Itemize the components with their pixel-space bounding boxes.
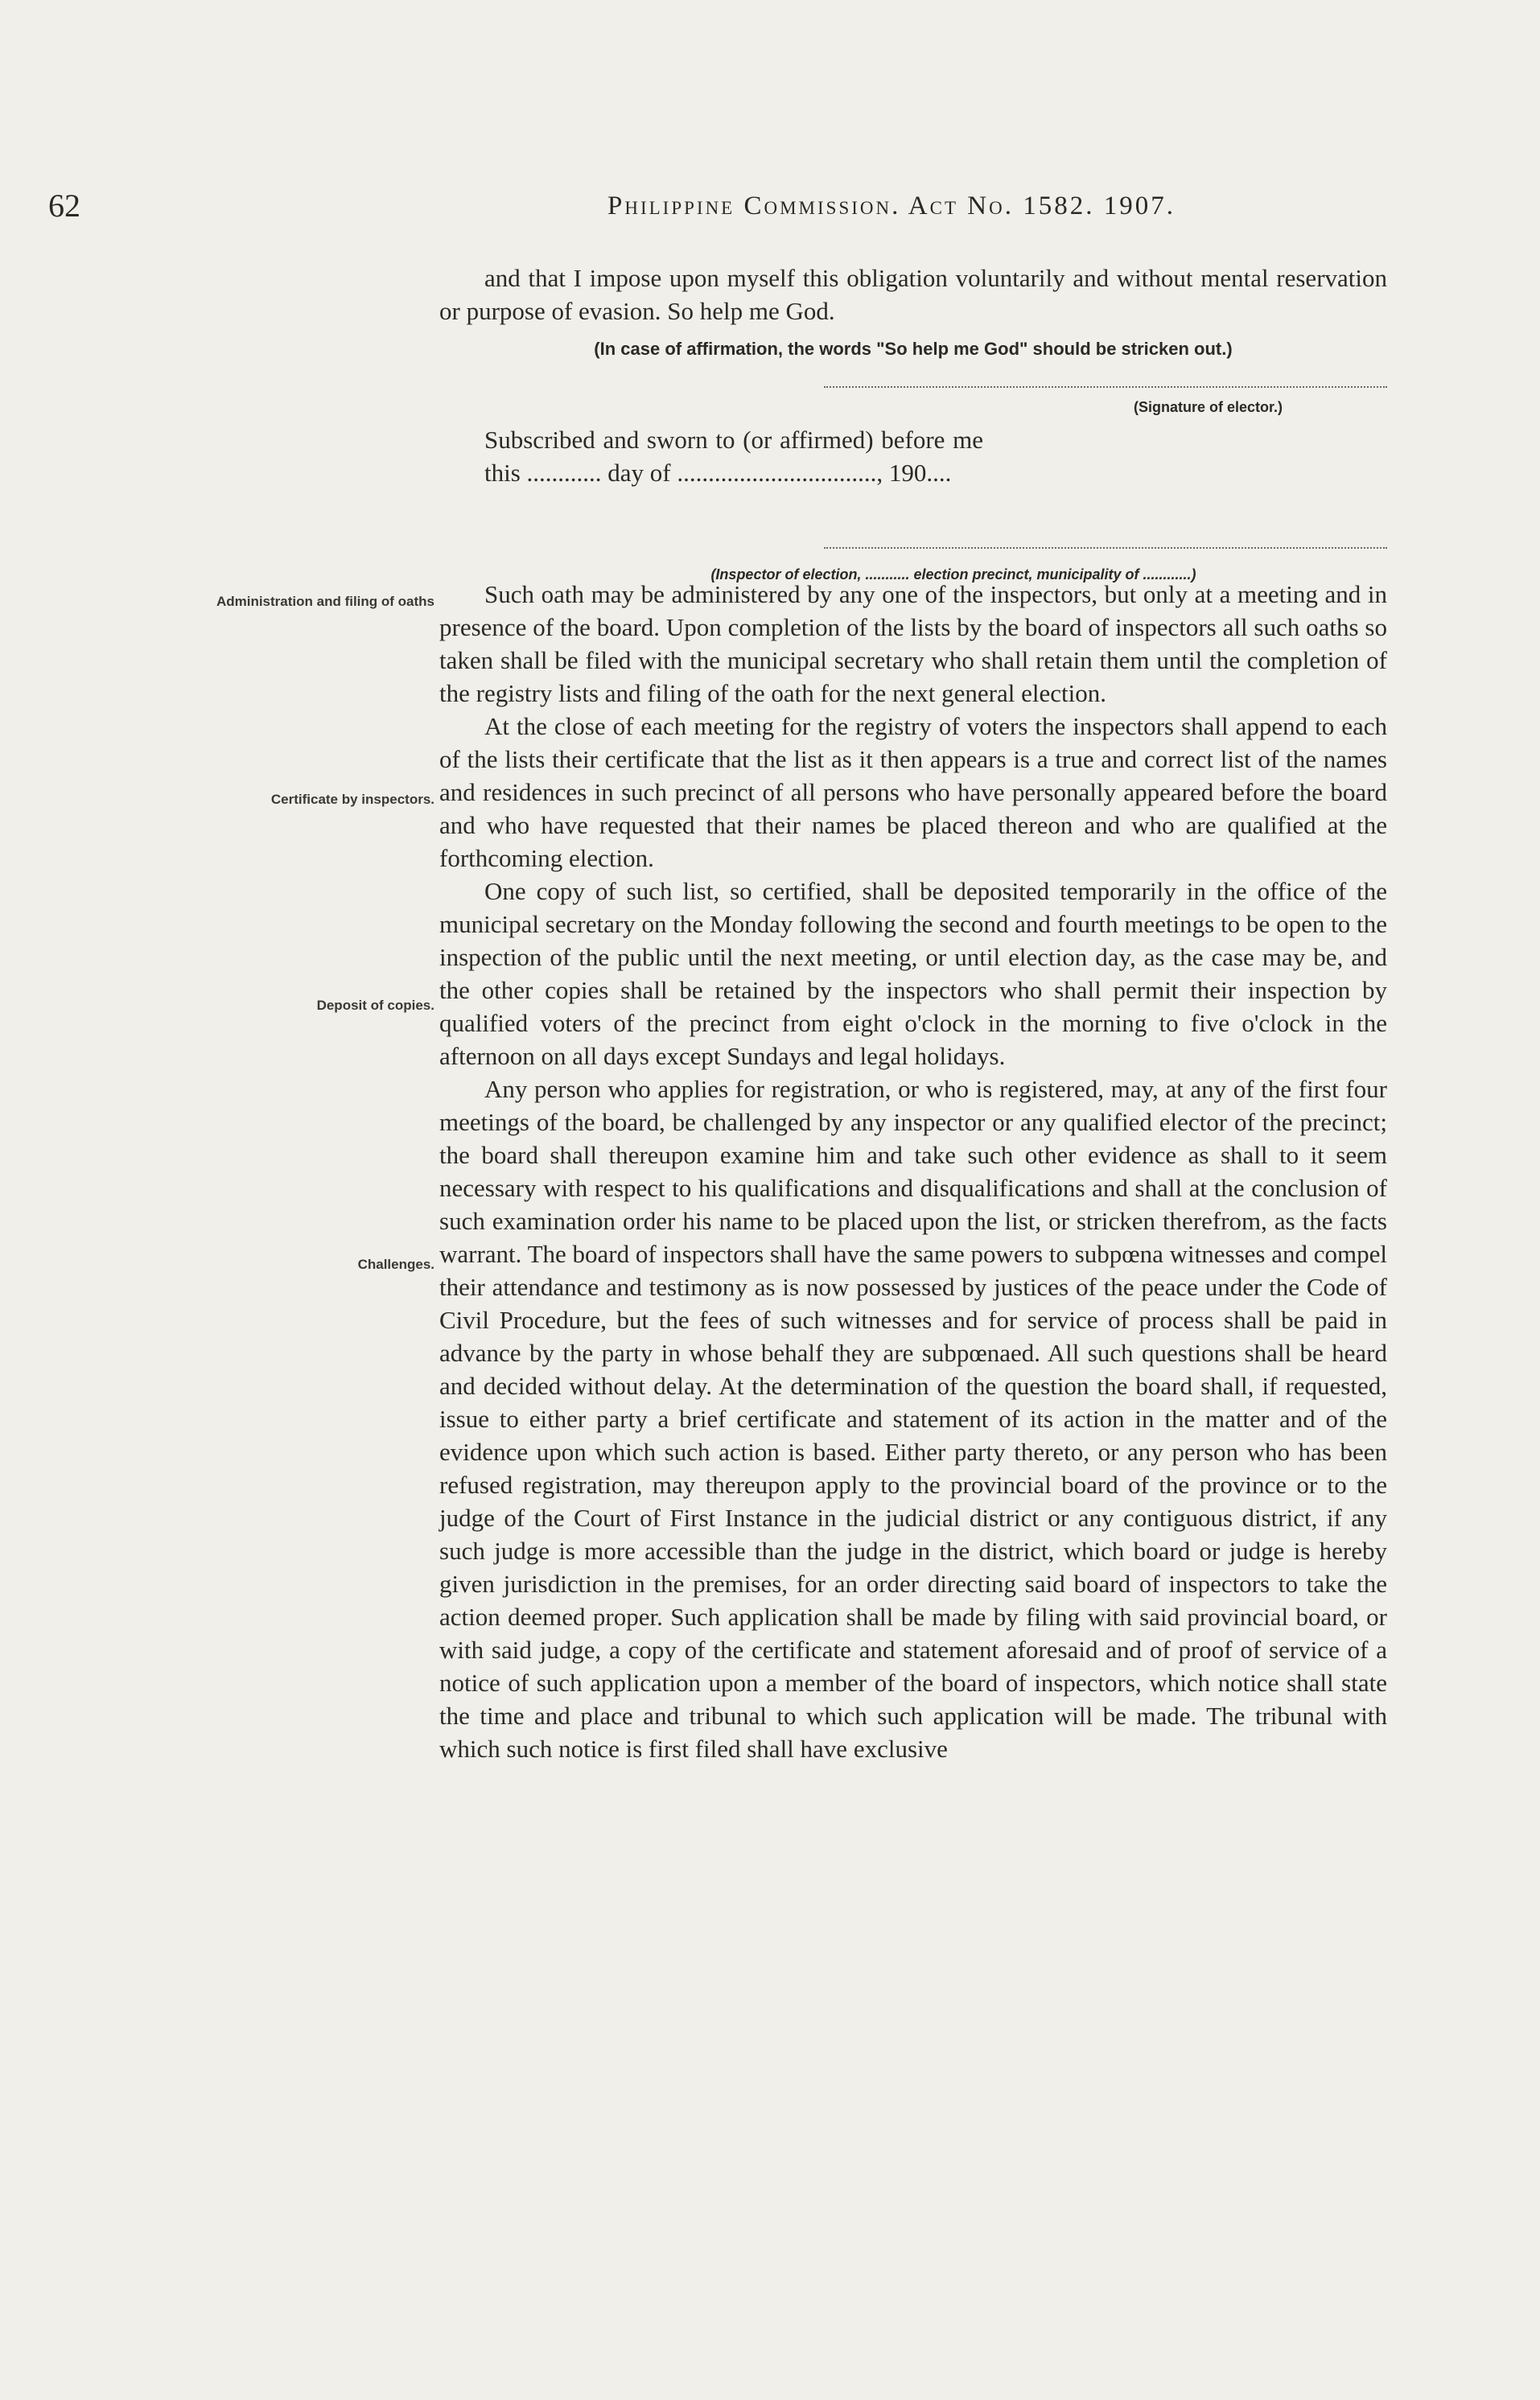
body-text xyxy=(439,261,1387,1765)
paragraph-certificate: At the close of each meeting for the registry of voters the inspectors shall append to each of the lists their certificate that the list as it then appears is a true and correct list of the names and residences in such precinct of all persons who have personally appeared before the board and who have requested that their names be placed thereon and who are qualified at the forthcoming election. xyxy=(439,712,1387,872)
sidenote-administration: Administration and filing of oaths xyxy=(216,594,434,609)
inspector-caption: (Inspector of election, ........... election precinct, municipality of ............) xyxy=(710,566,1196,583)
page-header xyxy=(48,187,1323,227)
page-number: 62 xyxy=(48,187,80,224)
signature-line xyxy=(824,386,1387,388)
paragraph-deposit: One copy of such list, so certified, shall be deposited temporarily in the office of the municipal secretary on the Monday following the second and fourth meetings to be open to the inspection of the public until the next meeting, or until election day, as the case may be, and the other copies shall be retained by the inspectors who shall permit their inspection by qualified voters of the precinct from eight o'clock in the morning to five o'clock in the afternoon on all days except Sundays and legal holidays. xyxy=(439,877,1387,1070)
running-head: Philippine Commission. Act No. 1582. 1907. xyxy=(607,191,1176,220)
jurat: Subscribed and sworn to (or affirmed) before me this ............ day of ................................, 190.... xyxy=(484,426,983,487)
inspector-signature-line xyxy=(824,547,1387,549)
sidenote-certificate: Certificate by inspectors. xyxy=(270,792,434,807)
oath-text: and that I impose upon myself this obligation voluntarily and without mental reservation or purpose of evasion. So help me God. xyxy=(439,264,1387,325)
paragraph-challenges: Any person who applies for registration, or who is registered, may, at any of the first four meetings of the board, be challenged by any inspector or any qualified elector of the precinct; the board shall thereupon examine him and take such other evidence as shall to it seem necessary with respect to his qualifications and disqualifications and shall at the conclusion of such examination order his name to be placed upon the list, or stricken therefrom, as the facts warrant. The board of inspectors shall have the same powers to subpœna witnesses and compel their attendance and testimony as is now possessed by justices of the peace under the Code of Civil Procedure, but the fees of such witnesses and for service of process shall be paid in advance by the party in whose behalf they are subpœnaed. All such questions shall be heard and decided without delay. At the determination of the question the board shall, if requested, issue to either party a brief certificate and statement of its action in the matter and of the evidence upon which such action is based. Either party thereto, or any person who has been refused registration, may thereupon apply to the provincial board of the province or to the judge of the Court of First Instance in the judicial district or any contiguous district, if any such judge is more accessible than the judge in the district, which board or judge is hereby given jurisdiction in the premises, for an order directing said board of inspectors to take the action deemed proper. Such application shall be made by filing with said provincial board, or with said judge, a copy of the certificate and statement aforesaid and of proof of service of a notice of such application upon a member of the board of inspectors, which notice shall state the time and place and tribunal to which such application will be made. The tribunal with which such notice is first filed shall have exclusive xyxy=(439,1075,1387,1763)
paragraph-administration: Such oath may be administered by any one of the inspectors, but only at a meeting and in presence of the board. Upon completion of the lists by the board of inspectors all such oaths so taken shall be filed with the municipal secretary who shall retain them until the completion of the registry lists and filing of the oath for the next general election. xyxy=(439,580,1387,707)
sidenote-challenges: Challenges. xyxy=(357,1257,434,1272)
sidenote-deposit: Deposit of copies. xyxy=(316,998,434,1013)
signature-block xyxy=(439,368,1387,583)
signature-caption: (Signature of elector.) xyxy=(1133,399,1283,415)
affirmation-note: (In case of affirmation, the words "So help me God" should be stricken out.) xyxy=(594,339,1233,359)
